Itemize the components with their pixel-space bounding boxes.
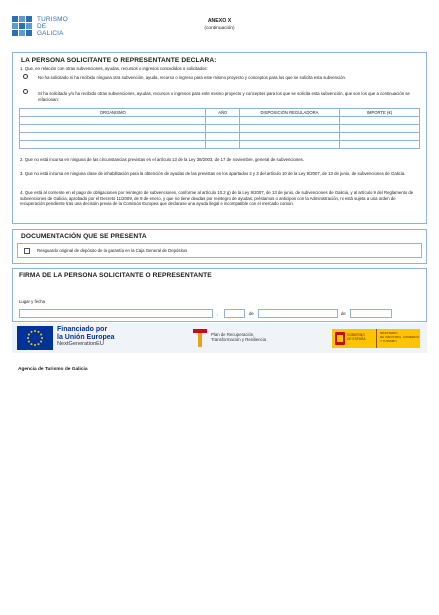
- table-row: [20, 125, 420, 133]
- ministerio-line-1: MINISTERIO: [380, 331, 398, 335]
- ano-field[interactable]: [350, 309, 392, 318]
- cell-disposicion[interactable]: [240, 117, 340, 125]
- funding-logos-bar: [12, 323, 427, 353]
- cell-ano[interactable]: [206, 117, 240, 125]
- gobierno-line-2: DE ESPAÑA: [347, 337, 366, 341]
- plan-line-2: Transformación y Resiliencia: [211, 337, 267, 343]
- col-importe: IMPORTE (€): [339, 109, 419, 117]
- gobierno-espana-logo: [332, 329, 420, 348]
- col-ano: AÑO: [206, 109, 240, 117]
- anexo-title: ANEXO X: [207, 18, 232, 24]
- cell-importe[interactable]: [339, 133, 419, 141]
- declara-section: [12, 52, 427, 224]
- logo-line-2: DE: [37, 23, 47, 30]
- radio-si-ayudas[interactable]: [23, 89, 28, 94]
- eu-flag-icon: [17, 326, 53, 350]
- gobierno-text: [347, 333, 366, 341]
- cell-disposicion[interactable]: [240, 125, 340, 133]
- option-si-ayudas: Sí ha solicitado y/o ha recibido otras subvenciones, ayudas, recursos o ingresos para este mismo proyecto y conceptos para los que se solicita esta subvención, que son los que a continuación se relacionan:: [38, 91, 410, 102]
- plan-text: [211, 332, 266, 343]
- ministerio-line-3: Y TURISMO: [380, 338, 397, 343]
- declara-item-4: 4. Que está al corriente en el pago de obligaciones por reintegro de subvenciones, conforme al artículo 10.2 g) de la Ley 9/2007, de 13 de junio, de subvenciones de Galicia, y al artículo 9 del Reglamento de subvenciones de Galicia, aprobado por el Decreto 11/2009, de 8 de enero, y que no tiene deudas por reintegro de ayudas, préstamos o anticipos con la Administración, ni está sujeta a una orden de recuperación pendiente tras una decisión previa de la Comisión Europea que declarase una ayuda ilegal e incompatible con el mercado común.: [20, 190, 414, 207]
- coat-of-arms-icon: [335, 332, 345, 345]
- cell-organismo[interactable]: [20, 133, 206, 141]
- eu-line-2: la Unión Europea: [57, 333, 115, 341]
- ministerio-text: [380, 332, 419, 343]
- resguardo-label: Resguardo original de depósito de la garantía en la Caja General de Depósitos: [37, 248, 188, 253]
- declara-item-1: 1. Que, en relación con otras subvenciones, ayudas, recursos o ingresos concedidos o solicitados:: [20, 66, 208, 71]
- ayudas-table: [19, 108, 420, 149]
- logo-line-1: TURISMO: [37, 16, 68, 23]
- logo-divider: [376, 329, 377, 348]
- de-label-2: de: [341, 311, 346, 316]
- logo-line-3: GALICIA: [37, 30, 64, 37]
- cell-organismo[interactable]: [20, 117, 206, 125]
- firma-heading: FIRMA DE LA PERSONA SOLICITANTE O REPRESENTANTE: [19, 272, 212, 279]
- resguardo-checkbox[interactable]: [24, 248, 30, 254]
- cell-disposicion[interactable]: [240, 141, 340, 149]
- agency-footer: Agencia de Turismo de Galicia: [18, 367, 88, 372]
- radio-no-ayudas[interactable]: [23, 74, 28, 79]
- mes-field[interactable]: [258, 309, 338, 318]
- anexo-subtitle: (continuación): [204, 26, 235, 31]
- firma-section: [12, 268, 427, 322]
- plan-recuperacion-icon: [193, 329, 207, 347]
- cell-organismo[interactable]: [20, 141, 206, 149]
- cell-ano[interactable]: [206, 141, 240, 149]
- col-organismo: ORGANISMO: [20, 109, 206, 117]
- option-no-ayudas: No ha solicitado ni ha recibido ninguna otra subvención, ayuda, recurso o ingreso para este mismo proyecto y conceptos para los que se solicita esta subvención.: [38, 75, 347, 80]
- ministerio-line-2: DE INDUSTRIA, COMERCIO: [380, 334, 420, 339]
- lugar-field[interactable]: [19, 309, 213, 318]
- cell-organismo[interactable]: [20, 125, 206, 133]
- eu-line-3: NextGenerationEU: [57, 341, 104, 347]
- declara-heading: LA PERSONA SOLICITANTE O REPRESENTANTE DECLARA:: [21, 57, 217, 64]
- documentacion-heading: DOCUMENTACIÓN QUE SE PRESENTA: [21, 233, 147, 240]
- col-disposicion: DISPOSICIÓN REGULADORA: [240, 109, 340, 117]
- plan-line-1: Plan de Recuperación,: [211, 332, 255, 337]
- de-label-1: de: [249, 311, 254, 316]
- declara-item-3: 3. Que no está incursa en ninguna clase de inhabilitación para la obtención de ayudas de las previstas en los apartados 2 y 3 del artículo 10 de la Ley 9/2007, de 13 de junio, de subvenciones de Galicia.: [20, 171, 406, 176]
- table-row: [20, 141, 420, 149]
- comma-separator: ,: [217, 311, 219, 316]
- declara-item-2: 2. Que no está incursa en ninguna de las circunstancias previstas en el artículo 13 de la Ley 38/2003, de 17 de noviembre, general de subvenciones.: [20, 157, 305, 162]
- cell-ano[interactable]: [206, 125, 240, 133]
- documentacion-section: [12, 229, 427, 264]
- cell-importe[interactable]: [339, 117, 419, 125]
- cell-importe[interactable]: [339, 125, 419, 133]
- lugar-fecha-label: Lugar y fecha: [19, 299, 46, 304]
- documentacion-row: [17, 243, 422, 258]
- eu-line-1: Financiado por: [57, 326, 108, 333]
- cell-ano[interactable]: [206, 133, 240, 141]
- table-header-row: [20, 109, 420, 117]
- cell-disposicion[interactable]: [240, 133, 340, 141]
- cell-importe[interactable]: [339, 141, 419, 149]
- table-row: [20, 133, 420, 141]
- table-row: [20, 117, 420, 125]
- eu-text: [57, 326, 115, 349]
- gobierno-line-1: GOBIERNO: [347, 333, 365, 337]
- dia-field[interactable]: [224, 309, 245, 318]
